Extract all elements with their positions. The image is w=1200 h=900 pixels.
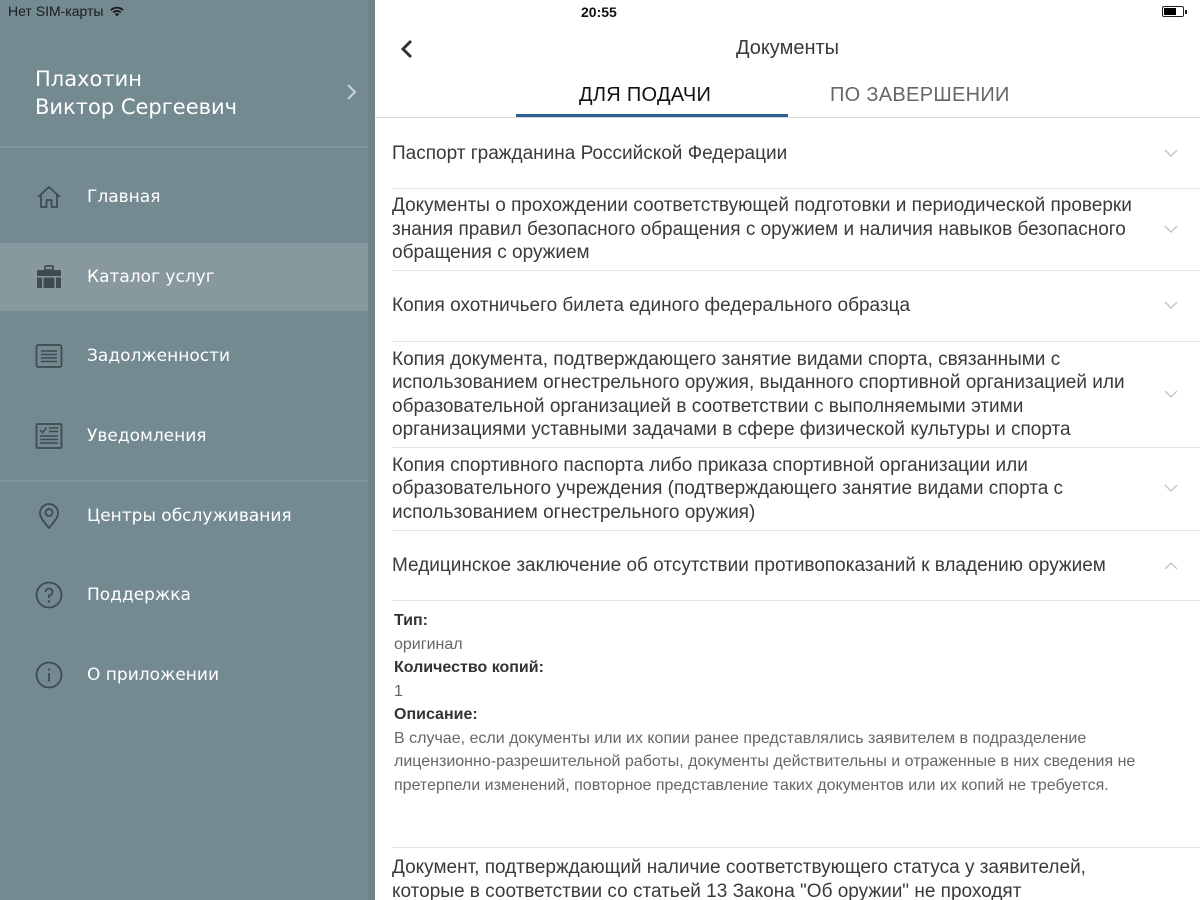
tab-bar — [375, 80, 1200, 118]
document-item-expanded[interactable] — [392, 531, 1200, 601]
status-time: 20:55 — [581, 4, 617, 20]
chevron-up-icon — [1164, 561, 1178, 570]
document-item[interactable] — [392, 189, 1200, 271]
document-item[interactable] — [392, 119, 1200, 189]
type-value: оригинал — [394, 635, 463, 653]
tab-on-completion[interactable]: ПО ЗАВЕРШЕНИИ — [830, 84, 1010, 106]
document-title: Копия документа, подтверждающего занятие видами спорта, связанными с использованием огнестрельного оружия, выданного спортивной организацией или образовательной организацией в соответствии с выполняемыми этими организациями уставными задачами в сфере физической культуры и спорта — [392, 348, 1125, 440]
document-title: Копия спортивного паспорта либо приказа спортивной организации или образовательного учреждения (подтверждающего занятие видами спорта с использованием огнестрельного оружия) — [392, 454, 1064, 523]
sidebar-item-label: Поддержка — [87, 585, 191, 605]
list-icon — [33, 340, 65, 372]
sidebar-item-about[interactable] — [0, 641, 368, 709]
main-panel — [375, 0, 1200, 900]
document-item[interactable] — [392, 448, 1200, 531]
chevron-down-icon — [1164, 301, 1178, 310]
document-item[interactable] — [392, 271, 1200, 342]
tab-for-submission[interactable]: ДЛЯ ПОДАЧИ — [579, 84, 712, 106]
sidebar-item-label: Задолженности — [87, 346, 231, 366]
sidebar-item-label: Главная — [87, 187, 161, 207]
document-details — [375, 601, 1200, 847]
sidebar-item-label: О приложении — [87, 665, 219, 685]
sidebar-item-support[interactable] — [0, 561, 368, 629]
help-circle-icon — [33, 579, 65, 611]
sidebar-item-service-centers[interactable] — [0, 482, 368, 550]
sidebar-item-label: Каталог услуг — [87, 267, 215, 287]
documents-list — [375, 119, 1200, 900]
home-icon — [33, 181, 65, 213]
profile-header[interactable] — [35, 65, 365, 125]
description-label: Описание: — [394, 706, 478, 723]
chevron-down-icon — [1164, 484, 1178, 493]
copies-label: Количество копий: — [394, 659, 544, 676]
sidebar-item-notifications[interactable] — [0, 402, 368, 470]
sidebar-item-home[interactable] — [0, 163, 368, 231]
chevron-down-icon — [1164, 390, 1178, 399]
document-title: Медицинское заключение об отсутствии противопоказаний к владению оружием — [392, 554, 1106, 576]
active-tab-indicator — [516, 114, 788, 117]
type-label: Тип: — [394, 612, 428, 629]
description-value: В случае, если документы или их копии ранее представлялись заявителем в подразделение лицензионно-разрешительной работы, документы действительны и отраженные в них сведения не претерпели изменений, повторное представление таких документов или их копий не требуется. — [394, 729, 1136, 794]
checklist-icon — [33, 420, 65, 452]
document-title: Копия охотничьего билета единого федерального образца — [392, 295, 911, 317]
document-item[interactable] — [392, 342, 1200, 448]
document-title: Документы о прохождении соответствующей подготовки и периодической проверки знания правил безопасного обращения с оружием и наличия навыков безопасного обращения с оружием — [392, 195, 1132, 264]
sidebar — [0, 0, 375, 900]
chevron-down-icon — [1164, 149, 1178, 158]
copies-value: 1 — [394, 682, 403, 700]
document-title: Документ, подтверждающий наличие соответствующего статуса у заявителей, которые в соответствии со статьей 13 Закона "Об оружии" не проходят — [392, 857, 1086, 900]
document-title: Паспорт гражданина Российской Федерации — [392, 142, 788, 164]
info-circle-icon — [33, 659, 65, 691]
wifi-icon — [109, 5, 125, 17]
location-pin-icon — [33, 500, 65, 532]
profile-first-names: Виктор Сергеевич — [35, 95, 238, 119]
sidebar-divider — [0, 146, 375, 148]
page-title: Документы — [735, 37, 840, 59]
briefcase-icon — [33, 261, 65, 293]
chevron-down-icon — [1164, 225, 1178, 234]
carrier-label: Нет SIM-карты — [8, 3, 104, 19]
sidebar-item-label: Центры обслуживания — [87, 506, 292, 526]
battery-icon — [1162, 6, 1184, 17]
chevron-right-icon[interactable] — [345, 81, 359, 103]
profile-last-name: Плахотин — [35, 67, 142, 91]
sidebar-item-catalog[interactable] — [0, 243, 368, 311]
status-bar-left — [8, 3, 125, 19]
document-item[interactable] — [392, 847, 1200, 900]
sidebar-item-label: Уведомления — [87, 426, 207, 446]
sidebar-item-debts[interactable] — [0, 322, 368, 390]
